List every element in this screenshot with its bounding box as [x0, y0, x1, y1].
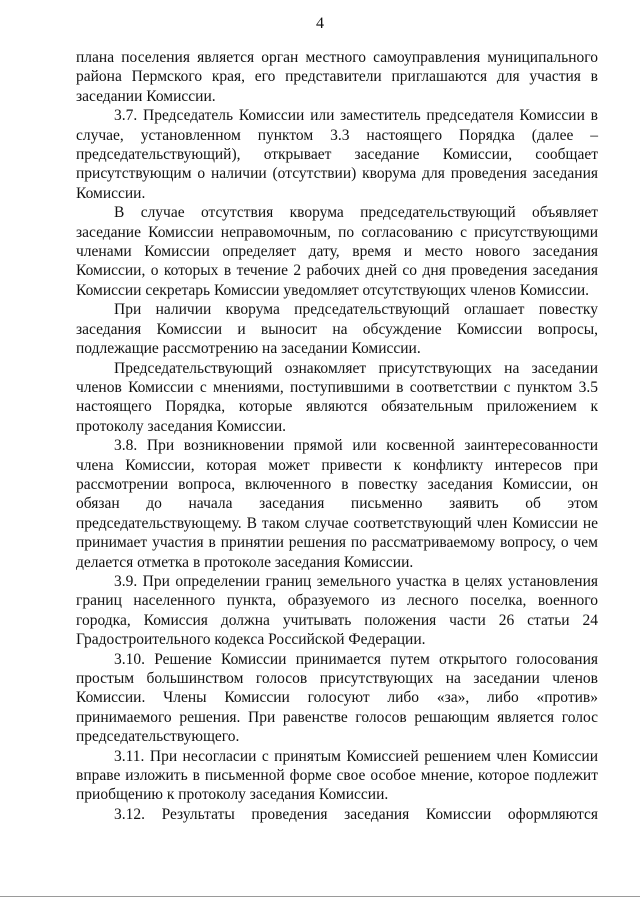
paragraph-p-quorum: При наличии кворума председательствующий оглашает повестку заседания Комиссии и выносит на обсуждение Комиссии вопросы, подлежащие рассмотрению на заседании Комиссии. — [76, 301, 598, 358]
paragraph-p-3-11: 3.11. При несогласии с принятым Комиссией решением член Комиссии вправе изложить в письменной форме свое особое мнение, которое подлежит приобщению к протоколу заседания Комиссии. — [76, 747, 598, 804]
paragraph-p-3-7: 3.7. Председатель Комиссии или заместитель председателя Комиссии в случае, установленном пунктом 3.3 настоящего Порядка (далее – председательствующий), открывает заседание Комиссии, сообщает присутствующим о наличии (отсутствии) кворума для проведения заседания Комиссии. — [76, 107, 598, 202]
paragraph-p-3-10: 3.10. Решение Комиссии принимается путем открытого голосования простым большинством голосов присутствующих на заседании членов Комиссии. Члены Комиссии голосуют либо «за», либо «против» принимаемого решения. При равенстве голосов решающим является голос председательствующего. — [76, 650, 598, 746]
paragraph-p-cont: плана поселения является орган местного самоуправления муниципального района Пермского края, его представители приглашаются для участия в заседании Комиссии. — [76, 49, 598, 105]
page-number: 4 — [316, 15, 324, 32]
paragraph-p-opinions: Председательствующий ознакомляет присутствующих на заседании членов Комиссии с мнениями, поступившими в соответствии с пунктом 3.5 настоящего Порядка, которые являются обязательным приложением к протоколу заседания Комиссии. — [76, 359, 598, 435]
paragraph-p-3-12: 3.12. Результаты проведения заседания Комиссии оформляются — [114, 805, 598, 823]
document-body — [76, 48, 598, 824]
paragraph-p-no-quorum: В случае отсутствия кворума председательствующий объявляет заседание Комиссии неправомочным, по согласованию с присутствующими членами Комиссии определяет дату, время и место нового заседания Комиссии, о которых в течение 2 рабочих дней со дня проведения заседания Комиссии секретарь Комиссии уведомляет отсутствующих членов Комиссии. — [76, 204, 598, 299]
paragraph-p-3-8: 3.8. При возникновении прямой или косвенной заинтересованности члена Комиссии, которая может привести к конфликту интересов при рассмотрении вопроса, включенного в повестку заседания Комиссии, он обязан до начала заседания письменно заявить об этом председательствующему. В таком случае соответствующий член Комиссии не принимает участия в принятии решения по рассматриваемому вопросу, о чем делается отметка в протоколе заседания Комиссии. — [76, 437, 598, 571]
page-bottom-divider — [0, 896, 640, 897]
paragraph-p-3-9: 3.9. При определении границ земельного участка в целях установления границ населенного пункта, образуемого из лесного поселка, военного городка, Комиссия должна учитывать положения части 26 статьи 24 Градостроительного кодекса Российской Федерации. — [76, 572, 598, 649]
